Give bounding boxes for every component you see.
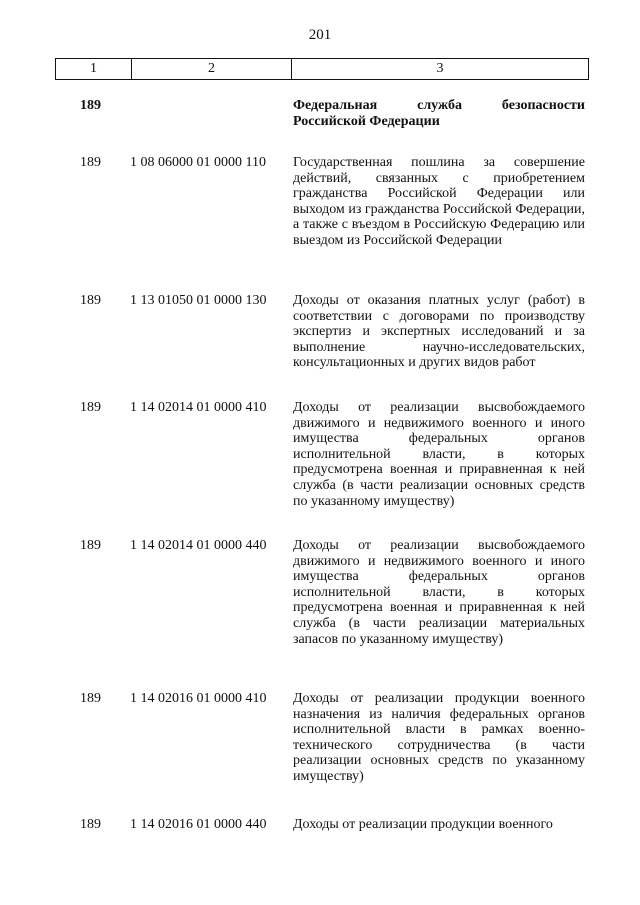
revenue-code: 1 14 02014 01 0000 440 — [130, 538, 267, 553]
column-header-table — [55, 58, 589, 80]
admin-code: 189 — [80, 98, 101, 113]
revenue-description: Доходы от оказания платных услуг (работ) в соответствии с договорами по производству экспертиз и экспертных исследований и за выполнение научно-исследовательских, консультационных и других видов работ — [293, 293, 585, 371]
revenue-description: Доходы от реализации высвобождаемого движимого и недвижимого военного и иного имущества федеральных органов исполнительной власти, в которых предусмотрена военная и приравненная к ней служба (в части реализации материальных запасов по указанному имуществу) — [293, 538, 585, 647]
revenue-code: 1 08 06000 01 0000 110 — [130, 155, 266, 170]
revenue-code: 1 14 02016 01 0000 440 — [130, 817, 267, 832]
admin-code: 189 — [80, 400, 101, 415]
admin-code: 189 — [80, 538, 101, 553]
column-header-2: 2 — [132, 59, 292, 80]
admin-code: 189 — [80, 817, 101, 832]
column-header-row — [56, 59, 589, 80]
revenue-code: 1 14 02016 01 0000 410 — [130, 691, 267, 706]
column-header-1: 1 — [56, 59, 132, 80]
revenue-code: 1 14 02014 01 0000 410 — [130, 400, 267, 415]
admin-code: 189 — [80, 155, 101, 170]
column-header-3: 3 — [292, 59, 589, 80]
page-number: 201 — [308, 27, 332, 43]
revenue-code: 1 13 01050 01 0000 130 — [130, 293, 267, 308]
revenue-description: Государственная пошлина за совершение действий, связанных с приобретением гражданства Российской Федерации или выходом из гражданства Российской Федерации, а также с въездом в Российскую Федерацию или выездом из Российской Федерации — [293, 155, 585, 248]
revenue-description: Доходы от реализации продукции военного — [293, 817, 553, 832]
revenue-description: Федеральная служба безопасности Российской Федерации — [293, 98, 585, 129]
admin-code: 189 — [80, 691, 101, 706]
revenue-description: Доходы от реализации продукции военного назначения из наличия федеральных органов исполнительной власти в рамках военно-технического сотрудничества (в части реализации основных средств по указанному имуществу) — [293, 691, 585, 784]
revenue-description: Доходы от реализации высвобождаемого движимого и недвижимого военного и иного имущества федеральных органов исполнительной власти, в которых предусмотрена военная и приравненная к ней служба (в части реализации основных средств по указанному имуществу) — [293, 400, 585, 509]
admin-code: 189 — [80, 293, 101, 308]
